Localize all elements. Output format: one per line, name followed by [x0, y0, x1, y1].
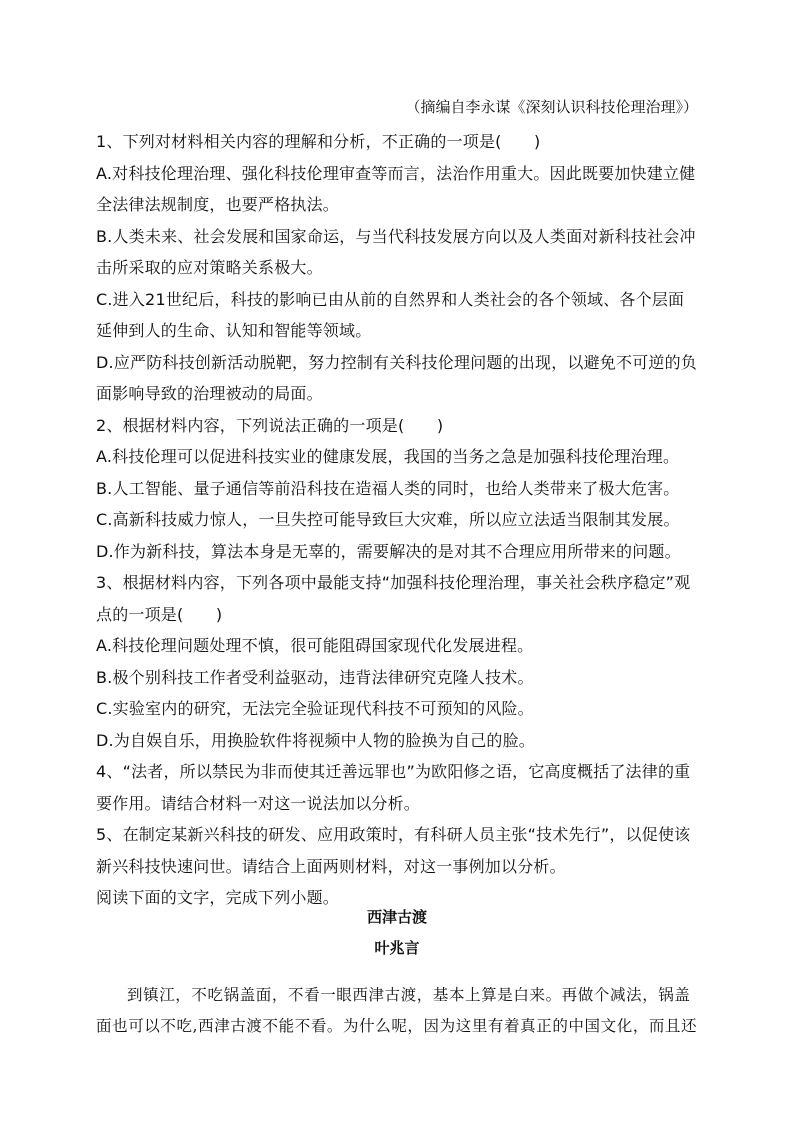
option-d: D.应严防科技创新活动脱靶，努力控制有关科技伦理问题的出现，以避免不可逆的负面影响导致的治理被动的局面。	[96, 352, 698, 403]
question-1	[96, 126, 698, 410]
question-stem: 1、下列对材料相关内容的理解和分析，不正确的一项是( )	[96, 132, 541, 151]
essay-paragraph: 到镇江，不吃锅盖面，不看一眼西津古渡，基本上算是白来。再做个减法，锅盖面也可以不吃,西津古渡不能不看。为什么呢，因为这里有着真正的中国文化，而且还	[96, 986, 698, 1035]
question-4	[96, 756, 698, 819]
option-a: A.对科技伦理治理、强化科技伦理审查等而言，法治作用重大。因此既要加快建立健全法律法规制度，也要严格执法。	[96, 163, 696, 214]
essay-title: 西津古渡	[366, 908, 427, 926]
source-citation: （摘编自李永谋《深刻认识科技伦理治理》）	[405, 98, 698, 116]
option-b: B.人工智能、量子通信等前沿科技在造福人类的同时，也给人类带来了极大危害。	[96, 478, 680, 498]
question-2	[96, 410, 698, 568]
option-a: A.科技伦理可以促进科技实业的健康发展，我国的当务之急是加强科技伦理治理。	[96, 447, 680, 466]
option-b: B.人类未来、社会发展和国家命运，与当代科技发展方向以及人类面对新科技社会冲击所采取的应对策略关系极大。	[96, 226, 696, 277]
option-d: D.作为新科技，算法本身是无辜的，需要解决的是对其不合理应用所带来的问题。	[96, 541, 681, 561]
option-d: D.为自娱自乐，用换脸软件将视频中人物的脸换为自己的脸。	[96, 730, 536, 750]
question-stem: 3、根据材料内容，下列各项中最能支持“加强科技伦理治理，事关社会秩序稳定”观点的一项是( )	[96, 573, 691, 624]
option-c: C.进入21世纪后，科技的影响已由从前的自然界和人类社会的各个领域、各个层面延伸到人的生命、认知和智能等领域。	[96, 289, 685, 340]
reading-instruction: 阅读下面的文字，完成下列小题。	[96, 888, 340, 907]
question-stem: 2、根据材料内容，下列说法正确的一项是( )	[96, 415, 444, 435]
option-b: B.极个别科技工作者受利益驱动，违背法律研究克隆人技术。	[96, 667, 534, 687]
essay-author: 叶兆言	[374, 939, 420, 957]
option-c: C.实验室内的研究，无法完全验证现代科技不可预知的风险。	[96, 699, 534, 718]
option-a: A.科技伦理问题处理不慎，很可能阻碍国家现代化发展进程。	[96, 636, 534, 655]
option-c: C.高新科技威力惊人，一旦失控可能导致巨大灾难，所以应立法适当限制其发展。	[96, 510, 680, 529]
question-stem: 4、“法者，所以禁民为非而使其迁善远罪也”为欧阳修之语，它高度概括了法律的重要作用。请结合材料一对这一说法加以分析。	[96, 762, 691, 813]
question-5	[96, 819, 698, 882]
question-stem: 5、在制定某新兴科技的研发、应用政策时，有科研人员主张“技术先行”，以促使该新兴科技快速问世。请结合上面两则材料，对这一事例加以分析。	[96, 825, 691, 876]
question-3	[96, 567, 698, 756]
question-section	[96, 126, 698, 914]
